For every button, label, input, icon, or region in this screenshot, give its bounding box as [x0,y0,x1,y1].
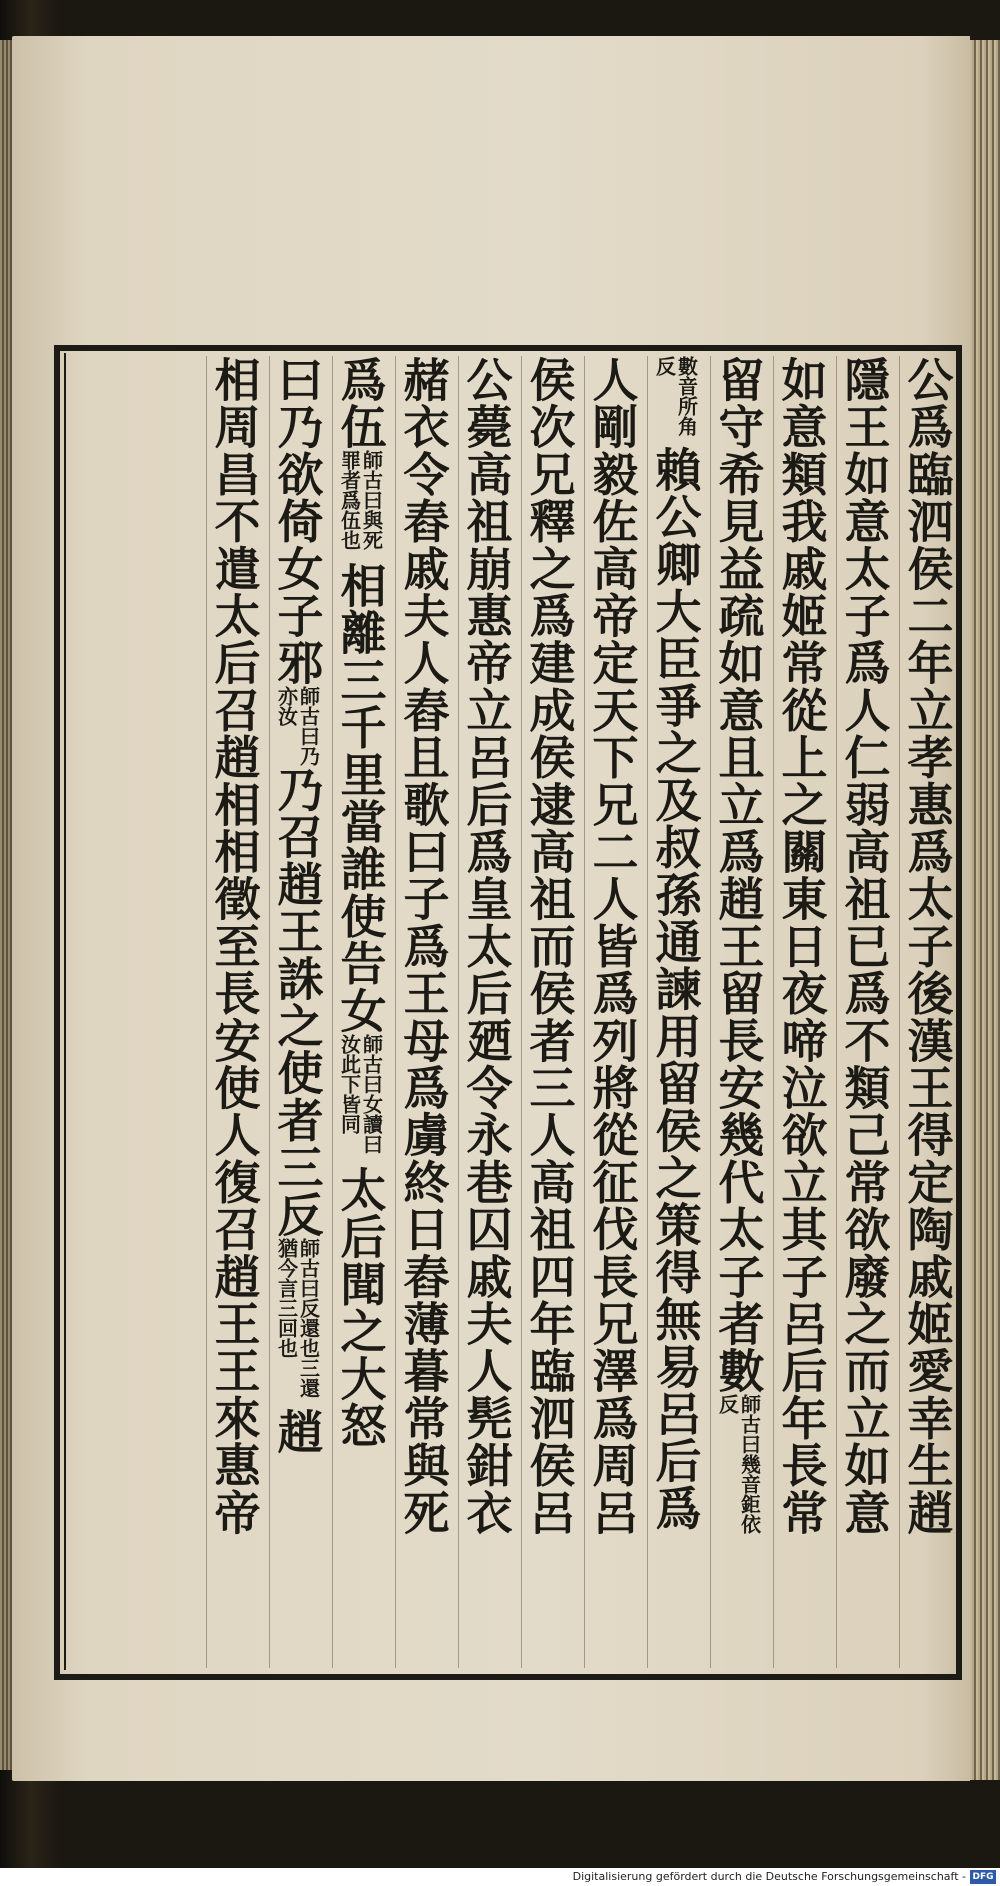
column-text: 相離三千里當誰使告女 [333,562,388,1035]
book-page-stack [966,40,1000,1780]
column-text: 爲伍 [333,356,388,451]
text-column-12 [206,356,262,1668]
text-column-1 [899,356,955,1668]
text-column-10 [332,356,388,1668]
column-text: 留守希見益疏如意且立爲趙王留長安幾代太子者數 [711,356,766,1395]
commentary-note: 師古曰反還也三還猶今言三回也 [274,1238,321,1399]
column-text: 赭衣令舂戚夫人舂且歌曰子爲王母爲虜終日舂薄暮常與死 [396,356,451,1536]
text-column-5 [647,356,703,1668]
text-column-11 [269,356,325,1668]
column-text: 乃召趙王誅之使者三反 [270,766,325,1239]
text-column-4 [710,356,766,1668]
commentary-note: 師古曰女讀曰汝此下皆同 [337,1034,384,1155]
text-column-2 [836,356,892,1668]
column-text: 侯次兄釋之爲建成侯逮高祖而侯者三人高祖四年臨泗侯呂 [522,356,577,1536]
column-text: 曰乃欲倚女子邪 [270,356,325,687]
column-text: 隱王如意太子爲人仁弱高祖已爲不類己常欲廢之而立如意 [837,356,892,1536]
text-column-3 [773,356,829,1668]
column-text: 如意類我戚姬常從上之關東日夜啼泣欲立其子呂后年長常 [774,356,829,1536]
commentary-note: 數音所角反 [652,356,699,436]
footer-credit: Digitalisierung gefördert durch die Deutsche Forschungsgemeinschaft - [572,1870,966,1883]
text-columns [70,356,955,1668]
column-text: 公爲臨泗侯二年立孝惠爲太子後漢王得定陶戚姬愛幸生趙 [900,356,955,1536]
text-column-7 [521,356,577,1668]
column-text: 趙 [270,1408,325,1456]
column-text: 公薨高祖崩惠帝立呂后爲皇太后廼令永巷囚戚夫人髡鉗衣 [459,356,514,1536]
text-column-6 [584,356,640,1668]
column-text: 賴公卿大臣爭之及叔孫通諫用留侯之策得無易呂后爲 [648,446,703,1532]
text-column-8 [458,356,514,1668]
column-text: 太后聞之大怒 [333,1166,388,1450]
frame-inner-rule [64,353,66,1670]
commentary-note: 師古曰乃亦汝 [274,686,321,767]
commentary-note: 師古曰幾音鉅依反 [715,1394,762,1535]
text-column-9 [395,356,451,1668]
column-text: 人剛毅佐高帝定天下兄二人皆爲列將從征伐長兄澤爲周呂 [585,356,640,1536]
commentary-note: 師古曰與死罪者爲伍也 [337,450,384,551]
dfg-logo: DFG [970,1870,996,1884]
column-text: 相周昌不遣太后召趙相相徵至長安使人復召趙王王來惠帝 [207,356,262,1536]
